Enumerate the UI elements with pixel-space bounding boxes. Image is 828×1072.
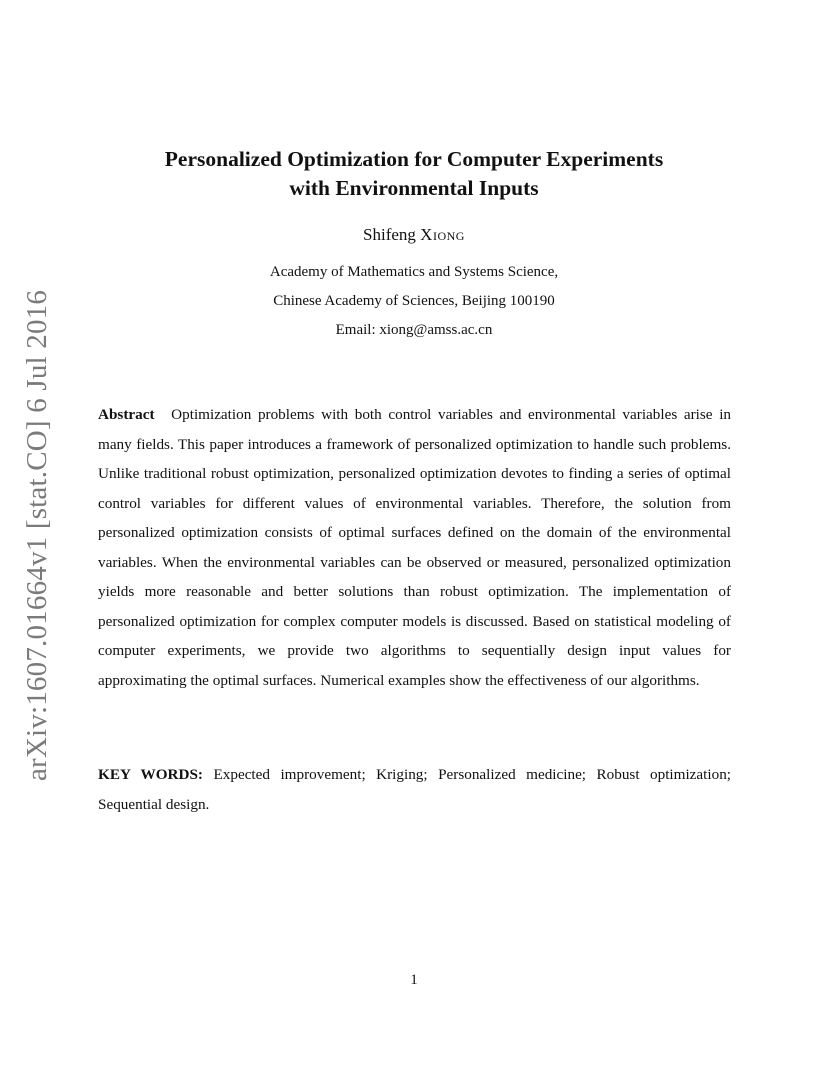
author-last-name: Xiong bbox=[420, 225, 465, 244]
abstract-section bbox=[98, 400, 731, 695]
abstract-label: Abstract bbox=[98, 406, 155, 423]
author-email: Email: xiong@amss.ac.cn bbox=[335, 322, 493, 338]
affiliation-line-1: Academy of Mathematics and Systems Science, bbox=[269, 264, 559, 280]
title-line-2: with Environmental Inputs bbox=[289, 176, 539, 200]
abstract-text: Optimization problems with both control variables and environmental variables arise in many fields. This paper introduces a framework of personalized optimization to handle such problems. Unlike traditional robust optimization, personalized optimization devotes to finding a series of optimal control variables for different values of environmental variables. Therefore, the solution from personalized optimization consists of optimal surfaces defined on the domain of the environmental variables. When the environmental variables can be observed or measured, personalized optimization yields more reasonable and better solutions than robust optimization. The implementation of personalized optimization for complex computer models is discussed. Based on statistical modeling of computer experiments, we provide two algorithms to sequentially design input values for approximating the optimal surfaces. Numerical examples show the effectiveness of our algorithms. bbox=[98, 406, 732, 689]
arxiv-identifier-stamp bbox=[18, 289, 58, 781]
page-number: 1 bbox=[410, 972, 418, 988]
title-line-1: Personalized Optimization for Computer Experiments bbox=[164, 147, 664, 171]
keywords-text: Expected improvement; Kriging; Personalized medicine; Robust optimization; Sequential design. bbox=[98, 766, 732, 813]
author-first-name: Shifeng bbox=[363, 225, 416, 244]
arxiv-identifier-text: arXiv:1607.01664v1 [stat.CO] 6 Jul 2016 bbox=[21, 289, 54, 781]
keywords-label: KEY WORDS: bbox=[98, 766, 203, 783]
author-name bbox=[60, 225, 768, 245]
paper-title bbox=[60, 145, 768, 203]
keywords-section bbox=[98, 760, 731, 819]
affiliation-line-2: Chinese Academy of Sciences, Beijing 100190 bbox=[273, 293, 555, 309]
